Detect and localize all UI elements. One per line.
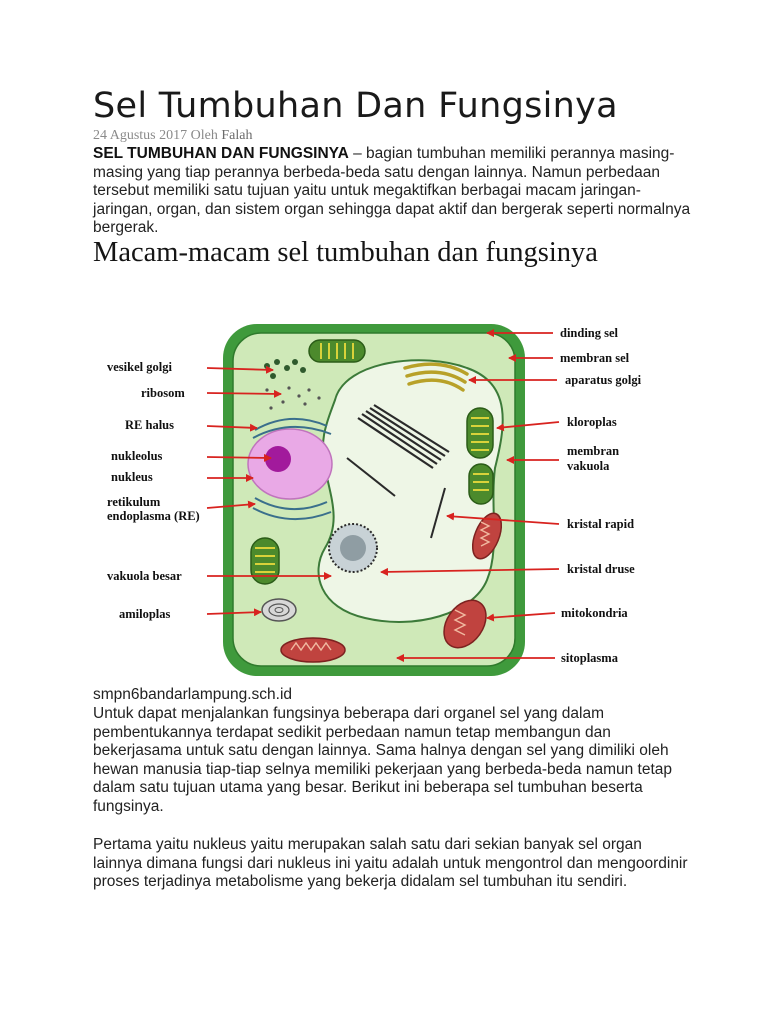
- post-meta: [93, 128, 252, 144]
- body-paragraph-1: Untuk dapat menjalankan fungsinya beberapa dari organel sel yang dalam pembentukannya terdapat sedikit perbedaan namun tetap membangun dan bekerjasama untuk satu dengan lainnya. Sama halnya dengan sel yang dimiliki oleh hewan manusia tiap-tiap selnya memiliki pekerjaan yang berbeda-beda namun tetap dalam satu tujuan utama yang besar. Berikut ini beberapa sel tumbuhan beserta fungsinya.: [93, 705, 673, 815]
- arrow-nukleolus: [207, 457, 271, 458]
- intro-text: – bagian tumbuhan memiliki perannya masing-masing yang tiap perannya berbeda-beda satu dengan lainnya. Namun perbedaan tersebut memiliki satu tujuan yaitu untuk megaktifkan berbagai macam jaringan-jaringan, organ, dan sistem organ sehingga dapat aktif dan bergerak seperti normalnya bergerak.: [93, 145, 691, 236]
- chloroplast: [309, 340, 365, 362]
- nucleolus: [265, 446, 291, 472]
- section-heading: Macam-macam sel tumbuhan dan fungsinya: [93, 237, 598, 268]
- druse-crystal-core: [340, 535, 366, 561]
- chloroplast: [251, 538, 279, 584]
- label-kloroplas: kloroplas: [567, 415, 617, 429]
- intro-paragraph: [93, 145, 693, 238]
- image-caption: smpn6bandarlampung.sch.id: [93, 686, 293, 703]
- arrow-ribosom: [207, 393, 281, 394]
- body-paragraph-2: Pertama yaitu nukleus yaitu merupakan salah satu dari sekian banyak sel organ lainnya dimana fungsi dari nukleus ini yaitu adalah untuk mengontrol dan mengoordinir proses terjadinya metabolisme yang bekerja didalam sel tumbuhan itu sendiri.: [93, 836, 688, 890]
- label-ribosom: ribosom: [141, 386, 185, 400]
- label-membran-sel: membran sel: [560, 351, 630, 365]
- label-nukleus: nukleus: [111, 470, 153, 484]
- label-aparatus-golgi: aparatus golgi: [565, 373, 642, 387]
- amyloplast: [262, 599, 296, 621]
- label-amiloplas: amiloplas: [119, 607, 171, 621]
- chloroplast: [467, 408, 493, 458]
- label-re-halus: RE halus: [125, 418, 174, 432]
- label-retikulum-2: endoplasma (RE): [107, 509, 200, 523]
- chloroplast: [469, 464, 493, 504]
- label-sitoplasma: sitoplasma: [561, 651, 618, 665]
- mitochondrion: [281, 638, 345, 662]
- label-nukleolus: nukleolus: [111, 449, 163, 463]
- label-vesikel-golgi: vesikel golgi: [107, 360, 172, 374]
- page-title: Sel Tumbuhan Dan Fungsinya: [93, 86, 618, 126]
- label-retikulum-1: retikulum: [107, 495, 161, 509]
- label-mitokondria: mitokondria: [561, 606, 628, 620]
- label-vakuola-besar: vakuola besar: [107, 569, 182, 583]
- label-kristal-rapid: kristal rapid: [567, 517, 635, 531]
- post-date: 24 Agustus 2017: [93, 128, 188, 143]
- plant-cell-diagram: [95, 318, 675, 680]
- by-label: Oleh: [190, 128, 218, 143]
- label-membran-vakuola-2: vakuola: [567, 459, 610, 473]
- post-author[interactable]: Falah: [221, 128, 253, 143]
- intro-bold-term: SEL TUMBUHAN DAN FUNGSINYA: [93, 145, 349, 162]
- label-membran-vakuola-1: membran: [567, 444, 620, 458]
- label-dinding-sel: dinding sel: [560, 326, 619, 340]
- label-kristal-druse: kristal druse: [567, 562, 635, 576]
